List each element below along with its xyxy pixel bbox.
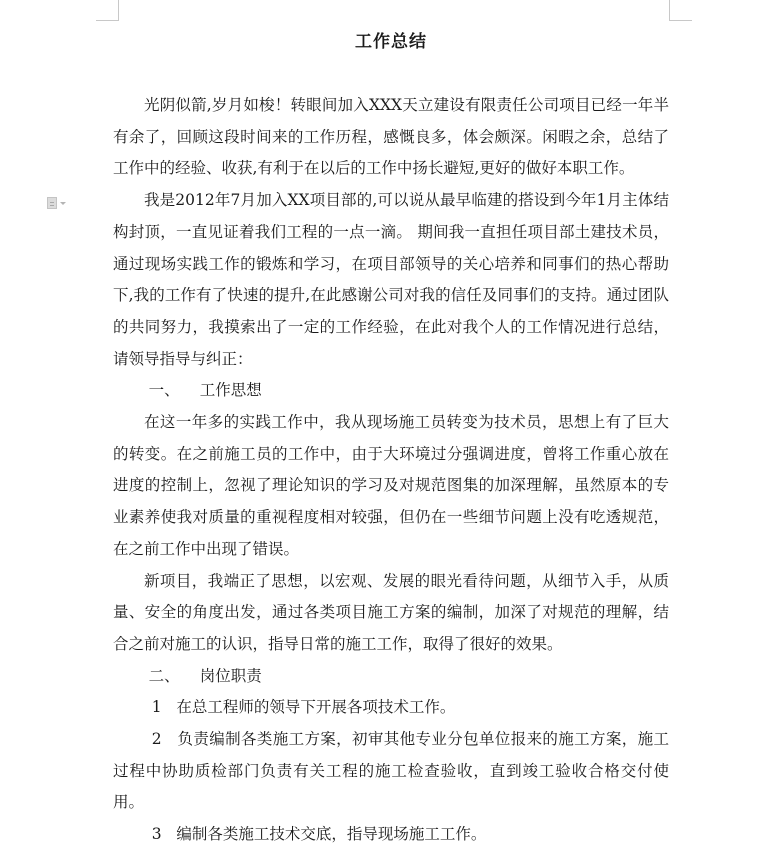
document-page (113, 30, 669, 851)
duty-text: 在总工程师的领导下开展各项技术工作。 (176, 698, 456, 717)
duty-text: 负责编制各类施工方案，初审其他专业分包单位报来的施工方案，施工过程中协助质检部门负责有关工程的施工检查验收，直到竣工验收合格交付使用。 (113, 730, 669, 812)
duty-number: 1 (151, 698, 162, 717)
caret-down-icon (60, 202, 66, 205)
background-paragraph: 我是2012年7月加入XX项目部的,可以说从最早临建的搭设到今年1月主体结构封顶，一直见证着我们工程的一点一滴。 期间我一直担任项目部土建技术员，通过现场实践工作的锻炼和学习，在项目部领导的关心培养和同事们的热心帮助下,我的工作有了快速的提升,在此感谢公司对我的信任及同事们的支持。通过团队的共同努力，我摸索出了一定的工作经验，在此对我个人的工作情况进行总结，请领导指导与纠正： (113, 191, 669, 368)
document-title: 工作总结 (355, 32, 427, 52)
duty-text: 编制各类施工技术交底，指导现场施工工作。 (176, 825, 487, 844)
intro-paragraph: 光阴似箭,岁月如梭！转眼间加入XXX天立建设有限责任公司项目已经一年半有余了，回顾这段时间来的工作历程，感慨良多，体会颇深。闲暇之余，总结了工作中的经验、收获,有利于在以后的工作中扬长避短,更好的做好本职工作。 (113, 96, 669, 178)
section-number-2: 二、 (148, 666, 180, 685)
duty-number: 3 (151, 825, 162, 844)
paragraph-menu-button[interactable] (47, 196, 75, 210)
section-heading-1 (113, 375, 669, 407)
section-number-1: 一、 (148, 381, 180, 400)
duty-item-2 (113, 724, 669, 819)
document-icon (47, 197, 57, 209)
duty-number: 2 (151, 730, 162, 749)
section-heading-2 (113, 661, 669, 693)
page-corner-top-left (96, 0, 119, 21)
duty-item-3 (113, 819, 669, 851)
section1-paragraph-1: 在这一年多的实践工作中，我从现场施工员转变为技术员，思想上有了巨大的转变。在之前施工员的工作中，由于大环境过分强调进度，曾将工作重心放在进度的控制上，忽视了理论知识的学习及对规范图集的加深理解，虽然原本的专业素养使我对质量的重视程度相对较强，但仍在一些细节问题上没有吃透规范，在之前工作中出现了错误。 (113, 413, 669, 558)
duty-item-1 (113, 692, 669, 724)
section-title-1: 工作思想 (199, 381, 262, 400)
page-corner-top-right (669, 0, 692, 21)
section1-paragraph-2: 新项目，我端正了思想，以宏观、发展的眼光看待问题，从细节入手，从质量、安全的角度出发，通过各类项目施工方案的编制，加深了对规范的理解，结合之前对施工的认识，指导日常的施工工作，取得了很好的效果。 (113, 571, 669, 653)
section-title-2: 岗位职责 (199, 666, 262, 685)
